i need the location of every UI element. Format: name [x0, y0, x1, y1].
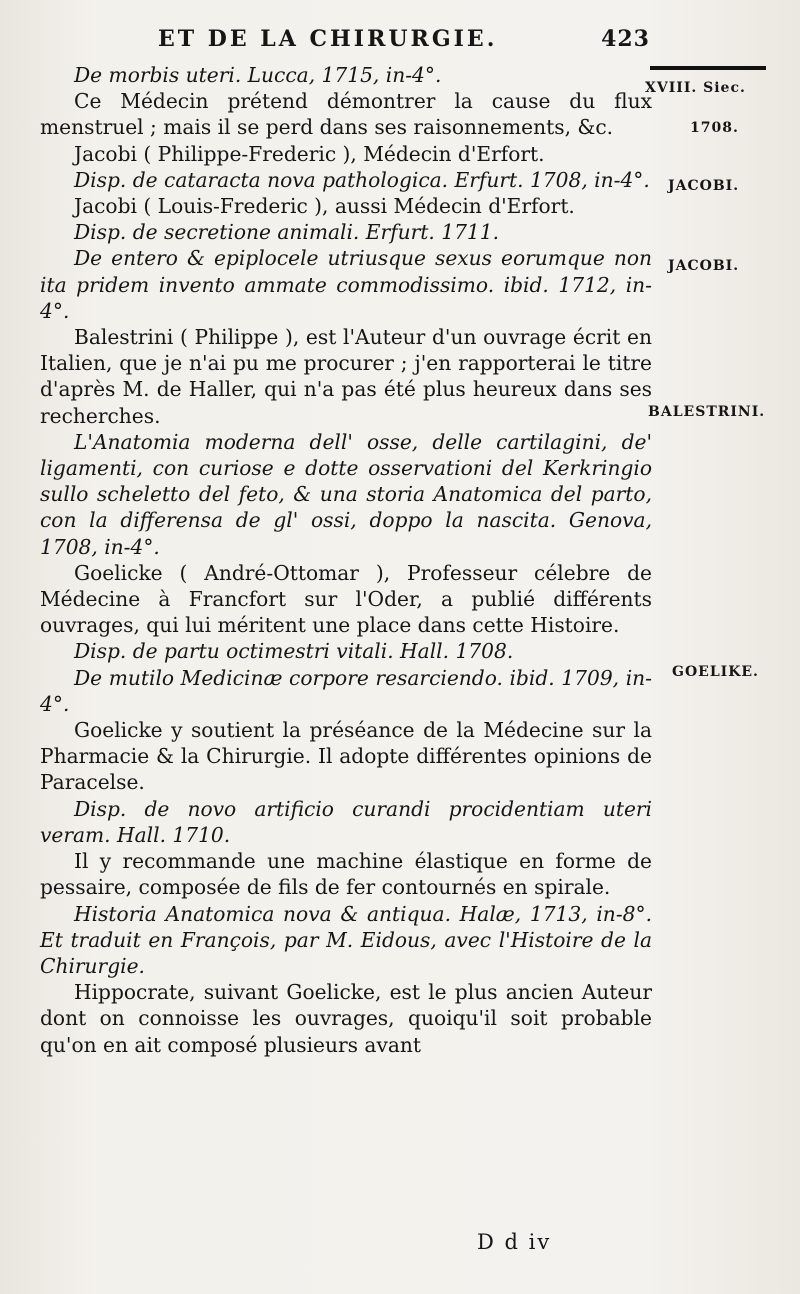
- paragraph: Disp. de partu octimestri vitali. Hall. 1708.: [74, 639, 514, 664]
- paragraph: Il y recommande une machine élastique en forme de pessaire, composée de fils de fer contournés en spirale.: [40, 849, 652, 900]
- paragraph: Jacobi ( Louis-Frederic ), aussi Médecin d'Erfort.: [74, 194, 575, 219]
- paragraph: Goelicke y soutient la préséance de la Médecine sur la Pharmacie & la Chirurgie. Il adopte différentes opinions de Paracelse.: [40, 718, 652, 795]
- margin-note-jacobi-1: JACOBI.: [668, 178, 740, 194]
- margin-note-century: XVIII. Siec.: [645, 80, 746, 96]
- paragraph: Balestrini ( Philippe ), est l'Auteur d'un ouvrage écrit en Italien, que je n'ai pu me procurer ; j'en rapporterai le titre d'après M. de Haller, qui n'a pas été plus heureux dans ses recherches.: [40, 325, 652, 428]
- paragraph: De entero & epiplocele utriusque sexus eorumque non ita pridem invento ammate commodissimo. ibid. 1712, in-4°.: [40, 246, 652, 323]
- paragraph: De morbis uteri. Lucca, 1715, in-4°.: [74, 63, 442, 87]
- paragraph: Disp. de novo artificio curandi procidentiam uteri veram. Hall. 1710.: [40, 796, 652, 847]
- paragraph: Hippocrate, suivant Goelicke, est le plus ancien Auteur dont on connoisse les ouvrages, quoiqu'il soit probable qu'on en ait composé plusieurs avant: [40, 980, 652, 1057]
- paragraph: Ce Médecin prétend démontrer la cause du flux menstruel ; mais il se perd dans ses raisonnements, &c.: [40, 89, 652, 140]
- running-header: [150, 26, 650, 56]
- paragraph: Jacobi ( Philippe-Frederic ), Médecin d'Erfort.: [74, 141, 545, 166]
- margin-note-jacobi-2: JACOBI.: [668, 258, 740, 274]
- signature-mark: D d iv: [477, 1230, 552, 1254]
- margin-note-goelike: GOELIKE.: [672, 664, 759, 680]
- paragraph: Disp. de cataracta nova pathologica. Erfurt. 1708, in-4°.: [74, 167, 650, 192]
- margin-note-year: 1708.: [690, 120, 739, 136]
- running-title: ET DE LA CHIRURGIE.: [158, 26, 498, 52]
- page-number: 423: [601, 26, 650, 52]
- page-body: [40, 62, 652, 1058]
- paragraph: Disp. de secretione animali. Erfurt. 1711.: [74, 220, 500, 245]
- paragraph: Goelicke ( André-Ottomar ), Professeur célebre de Médecine à Francfort sur l'Oder, a publié différents ouvrages, qui lui méritent une place dans cette Histoire.: [40, 560, 652, 638]
- margin-rule: [650, 66, 766, 70]
- paragraph: L'Anatomia moderna dell' osse, delle cartilagini, de' ligamenti, con curiose e dotte osservationi del Kerkringio sullo scheletto del feto, & una storia Anatomica del parto, con la differensa de gl' ossi, doppo la nascita. Genova, 1708, in-4°.: [40, 429, 652, 559]
- paragraph: De mutilo Medicinæ corpore resarciendo. ibid. 1709, in-4°.: [40, 665, 652, 716]
- paragraph: Historia Anatomica nova & antiqua. Halæ, 1713, in-8°. Et traduit en François, par M. Eidous, avec l'Histoire de la Chirurgie.: [40, 901, 652, 978]
- margin-note-balestrini: BALESTRINI.: [648, 404, 766, 420]
